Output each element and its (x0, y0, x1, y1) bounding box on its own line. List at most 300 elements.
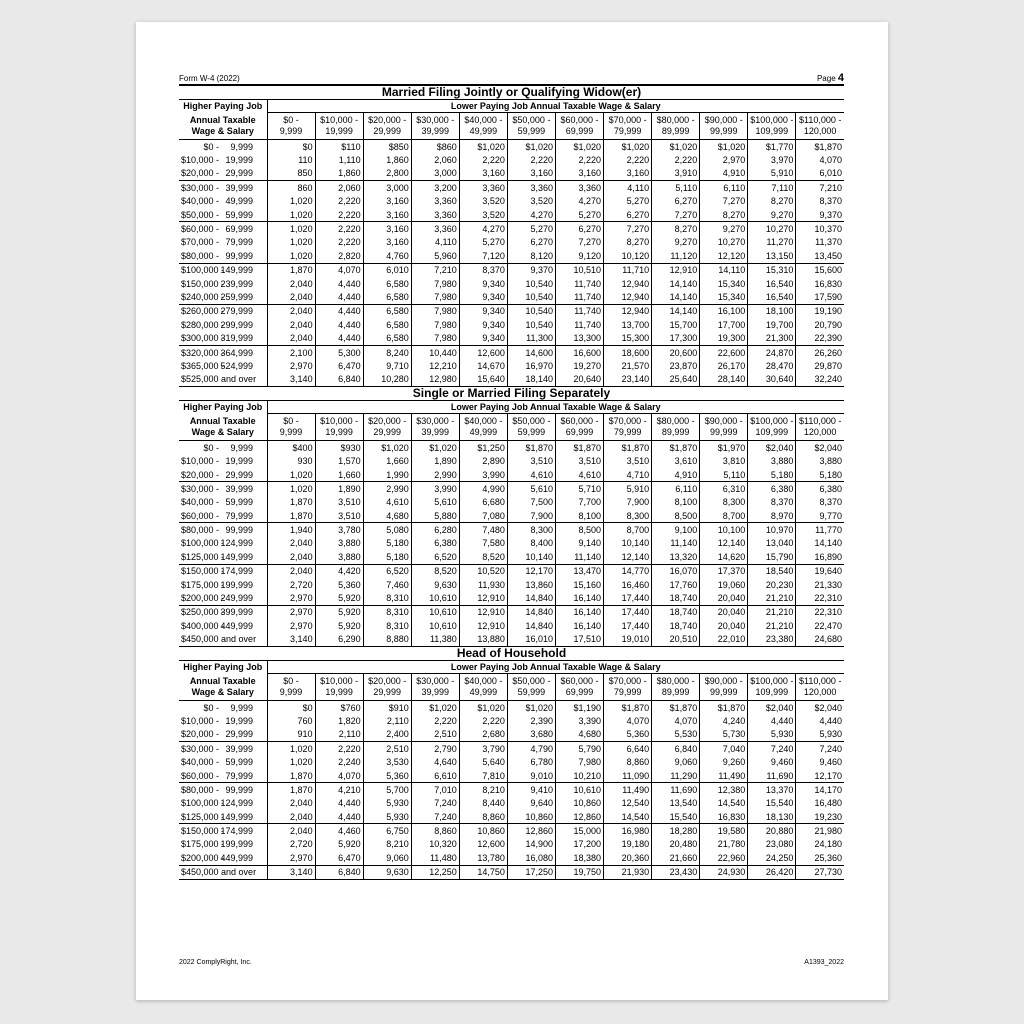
table-cell: $0 (267, 140, 315, 154)
table-cell: 25,360 (796, 851, 844, 865)
table-cell: 7,480 (459, 523, 507, 537)
row-header-line: Higher Paying Job (183, 101, 263, 112)
table-cell: 12,170 (507, 564, 555, 578)
table-cell: 9,460 (796, 755, 844, 768)
table-cell: 3,990 (411, 482, 459, 496)
table-cell: 9,460 (748, 755, 796, 768)
column-range-end: 79,999 (613, 686, 642, 697)
row-range-start: $100,000 - (181, 538, 225, 549)
row-range-start: $0 - (203, 442, 219, 453)
table-cell: 6,270 (507, 236, 555, 249)
column-range-start: $10,000 - (320, 416, 359, 427)
row-range-end: 259,999 (220, 291, 253, 302)
column-range-end: 79,999 (613, 126, 642, 136)
table-row (179, 797, 844, 810)
column-range-start: $20,000 - (368, 675, 407, 686)
table-row (179, 742, 844, 756)
table-cell: 11,490 (700, 769, 748, 783)
column-header-title: Lower Paying Job Annual Taxable Wage & Salary (267, 100, 844, 113)
table-cell: 9,640 (507, 797, 555, 810)
table-cell: 2,040 (267, 537, 315, 550)
table-cell: 5,920 (315, 605, 363, 619)
table-cell: 2,060 (315, 181, 363, 195)
table-row (179, 359, 844, 372)
table-cell: 6,470 (315, 359, 363, 372)
table-cell: 2,040 (267, 304, 315, 318)
row-range-start: $30,000 - (181, 483, 220, 494)
row-range-start: $175,000 - (181, 579, 225, 590)
table-cell: 3,680 (507, 728, 555, 742)
table-cell: 26,260 (796, 345, 844, 359)
row-range-start: $150,000 - (181, 566, 225, 577)
table-cell: 8,700 (700, 509, 748, 523)
table-cell: 13,300 (555, 331, 603, 345)
table-cell: 3,200 (411, 181, 459, 195)
table-cell: 19,010 (604, 633, 652, 647)
table-cell: 5,270 (507, 222, 555, 236)
table-row (179, 222, 844, 236)
column-range-end: 59,999 (517, 427, 546, 438)
table-cell: 5,710 (555, 482, 603, 496)
column-range-start: $60,000 - (560, 675, 599, 686)
table-cell: 2,040 (267, 810, 315, 824)
row-range-start: $125,000 - (181, 551, 225, 562)
table-cell: 19,180 (604, 838, 652, 851)
row-range (179, 496, 267, 509)
table-cell: 1,020 (267, 222, 315, 236)
row-range (179, 865, 267, 879)
table-cell: 5,270 (459, 236, 507, 249)
table-cell: 910 (267, 728, 315, 742)
form-page (136, 22, 888, 1000)
table-cell: 6,110 (652, 482, 700, 496)
row-range-end: 79,999 (225, 510, 253, 521)
table-cell: $1,020 (604, 140, 652, 154)
table-cell: 8,520 (411, 564, 459, 578)
table-cell: 18,740 (652, 605, 700, 619)
table-cell: 32,240 (796, 373, 844, 387)
table-cell: 17,370 (700, 564, 748, 578)
table-cell: 3,880 (315, 537, 363, 550)
table-cell: $1,020 (555, 140, 603, 154)
table-cell: 18,280 (652, 824, 700, 838)
table-cell: 12,540 (604, 797, 652, 810)
table-cell: 10,210 (555, 769, 603, 783)
table-cell: 26,170 (700, 359, 748, 372)
table-cell: 9,340 (459, 304, 507, 318)
table-cell: 8,700 (604, 523, 652, 537)
table-cell: 12,600 (459, 345, 507, 359)
table-cell: 12,910 (459, 619, 507, 632)
column-range (604, 113, 652, 140)
table-cell: 4,440 (796, 714, 844, 727)
column-range-end: 9,999 (279, 126, 303, 136)
row-range-start: $280,000 - (181, 319, 225, 330)
table-cell: 14,110 (700, 263, 748, 277)
column-range (652, 414, 700, 441)
table-cell: 4,440 (315, 797, 363, 810)
table-cell: $1,870 (796, 140, 844, 154)
table-cell: 2,040 (267, 564, 315, 578)
row-range-start: $60,000 - (181, 770, 220, 781)
table-cell: 3,970 (748, 153, 796, 166)
table-cell: 8,370 (459, 263, 507, 277)
table-cell: 22,600 (700, 345, 748, 359)
table-cell: 3,140 (267, 633, 315, 647)
column-range-end: 59,999 (517, 686, 546, 697)
tax-table (179, 100, 844, 387)
table-cell: 4,070 (315, 769, 363, 783)
table-cell: $1,020 (363, 441, 411, 455)
table-cell: $1,870 (604, 441, 652, 455)
table-cell: 4,790 (507, 742, 555, 756)
column-range-start: $100,000 - (750, 115, 794, 125)
table-cell: 18,130 (748, 810, 796, 824)
column-range-start: $80,000 - (656, 115, 695, 125)
table-cell: 1,860 (315, 167, 363, 181)
table-cell: 17,440 (604, 591, 652, 605)
table-cell: $930 (315, 441, 363, 455)
row-range (179, 181, 267, 195)
table-cell: 18,540 (748, 564, 796, 578)
table-cell: 11,770 (796, 523, 844, 537)
table-cell: 17,200 (555, 838, 603, 851)
table-row (179, 509, 844, 523)
column-range-start: $90,000 - (704, 675, 743, 686)
table-cell: 6,580 (363, 318, 411, 331)
table-cell: 7,270 (700, 195, 748, 208)
section-title: Head of Household (179, 647, 844, 661)
table-cell: 12,380 (700, 783, 748, 797)
table-cell: 1,020 (267, 482, 315, 496)
table-row (179, 249, 844, 263)
table-cell: 110 (267, 153, 315, 166)
table-cell: 8,400 (507, 537, 555, 550)
table-cell: $2,040 (796, 441, 844, 455)
table-cell: 6,270 (555, 222, 603, 236)
row-range (179, 236, 267, 249)
table-cell: 5,880 (411, 509, 459, 523)
table-cell: 5,700 (363, 783, 411, 797)
table-cell: 5,360 (363, 769, 411, 783)
table-cell: 4,110 (604, 181, 652, 195)
table-cell: 8,520 (459, 550, 507, 564)
table-cell: 3,160 (363, 208, 411, 222)
row-header-cell (179, 113, 267, 140)
page-content (179, 72, 844, 880)
table-cell: 7,210 (411, 263, 459, 277)
table-cell: 7,980 (411, 277, 459, 290)
table-cell: 20,880 (748, 824, 796, 838)
row-range-start: $10,000 - (181, 456, 220, 467)
column-range-end: 19,999 (325, 126, 353, 136)
table-cell: 14,140 (796, 537, 844, 550)
table-cell: 8,440 (459, 797, 507, 810)
table-cell: 3,140 (267, 373, 315, 387)
table-row (179, 619, 844, 632)
row-range-end: 319,999 (220, 333, 253, 344)
table-cell: 16,480 (796, 797, 844, 810)
column-range-end: 89,999 (661, 686, 690, 697)
table-cell: 21,930 (604, 865, 652, 879)
row-range (179, 373, 267, 387)
column-range-end: 89,999 (661, 126, 690, 136)
column-range-start: $90,000 - (704, 115, 743, 125)
column-range (555, 414, 603, 441)
row-range-start: $20,000 - (181, 168, 220, 179)
table-cell: 11,690 (748, 769, 796, 783)
table-row (179, 263, 844, 277)
table-cell: 2,720 (267, 838, 315, 851)
table-cell: 15,790 (748, 550, 796, 564)
table-cell: $1,020 (507, 700, 555, 714)
table-cell: 2,040 (267, 797, 315, 810)
table-cell: 5,920 (315, 591, 363, 605)
table-cell: 2,060 (411, 153, 459, 166)
table-cell: 8,310 (363, 605, 411, 619)
table-cell: 4,610 (363, 496, 411, 509)
table-cell: 1,020 (267, 755, 315, 768)
table-cell: 12,210 (411, 359, 459, 372)
table-cell: 19,270 (555, 359, 603, 372)
table-cell: 7,810 (459, 769, 507, 783)
table-cell: 1,820 (315, 714, 363, 727)
table-row (179, 523, 844, 537)
table-cell: 3,520 (459, 195, 507, 208)
table-cell: 4,440 (315, 318, 363, 331)
table-cell: 1,020 (267, 195, 315, 208)
column-range (411, 414, 459, 441)
table-cell: 6,680 (459, 496, 507, 509)
table-cell: 3,360 (507, 181, 555, 195)
table-cell: 11,120 (652, 249, 700, 263)
table-cell: 12,910 (459, 605, 507, 619)
table-cell: 10,100 (700, 523, 748, 537)
table-cell: 11,370 (796, 236, 844, 249)
table-cell: 14,900 (507, 838, 555, 851)
row-range (179, 591, 267, 605)
table-row (179, 564, 844, 578)
row-range-end: 79,999 (225, 770, 253, 781)
table-cell: 16,460 (604, 578, 652, 591)
table-cell: 9,340 (459, 318, 507, 331)
column-range (363, 673, 411, 700)
table-row (179, 755, 844, 768)
table-cell: 2,990 (363, 482, 411, 496)
row-range (179, 304, 267, 318)
column-range-end: 79,999 (613, 427, 642, 438)
table-cell: 5,110 (700, 468, 748, 482)
table-cell: 19,300 (700, 331, 748, 345)
table-cell: $2,040 (796, 700, 844, 714)
table-cell: 4,210 (315, 783, 363, 797)
table-cell: 5,360 (604, 728, 652, 742)
row-range-end: 449,999 (220, 620, 253, 631)
row-range (179, 700, 267, 714)
row-range-start: $80,000 - (181, 250, 220, 261)
table-cell: 5,080 (363, 523, 411, 537)
row-range (179, 468, 267, 482)
table-cell: 6,380 (411, 537, 459, 550)
table-cell: 1,890 (315, 482, 363, 496)
table-cell: 10,140 (604, 537, 652, 550)
table-cell: 20,510 (652, 633, 700, 647)
row-range (179, 167, 267, 181)
table-cell: $1,870 (555, 441, 603, 455)
row-range-end: 124,999 (220, 798, 253, 809)
table-cell: 21,210 (748, 619, 796, 632)
column-range-start: $40,000 - (464, 115, 503, 125)
column-range (315, 113, 363, 140)
table-cell: 2,040 (267, 824, 315, 838)
table-cell: 2,040 (267, 290, 315, 304)
row-range (179, 714, 267, 727)
table-cell: 6,270 (604, 208, 652, 222)
row-range-start: $100,000 - (181, 798, 225, 809)
column-range (507, 414, 555, 441)
table-cell: 14,670 (459, 359, 507, 372)
table-cell: 10,510 (555, 263, 603, 277)
table-cell: 4,460 (315, 824, 363, 838)
table-row (179, 838, 844, 851)
table-cell: 20,640 (555, 373, 603, 387)
row-range (179, 728, 267, 742)
table-cell: 3,510 (507, 454, 555, 467)
table-cell: 760 (267, 714, 315, 727)
table-row (179, 345, 844, 359)
column-range-end: 49,999 (469, 427, 498, 438)
column-range-end: 109,999 (755, 427, 789, 438)
table-cell: 24,930 (700, 865, 748, 879)
table-cell: 10,610 (411, 605, 459, 619)
table-cell: 8,270 (700, 208, 748, 222)
row-range-start: $150,000 - (181, 278, 225, 289)
table-cell: 5,960 (411, 249, 459, 263)
table-cell: 6,520 (363, 564, 411, 578)
table-cell: 5,910 (604, 482, 652, 496)
table-cell: 23,140 (604, 373, 652, 387)
header-row (179, 100, 844, 113)
table-cell: 5,180 (363, 550, 411, 564)
table-cell: 6,750 (363, 824, 411, 838)
table-cell: 2,990 (411, 468, 459, 482)
table-cell: 16,540 (748, 290, 796, 304)
column-range-end: 120,000 (803, 427, 837, 438)
table-cell: 11,270 (748, 236, 796, 249)
table-cell: 5,910 (748, 167, 796, 181)
row-range-end: 124,999 (220, 538, 253, 549)
table-cell: 5,920 (315, 838, 363, 851)
table-cell: 22,310 (796, 591, 844, 605)
table-cell: 4,440 (315, 331, 363, 345)
table-cell: 1,890 (411, 454, 459, 467)
table-cell: 16,100 (700, 304, 748, 318)
table-cell: 15,340 (700, 277, 748, 290)
row-range-end: 149,999 (220, 811, 253, 822)
column-range-start: $100,000 - (750, 416, 794, 427)
table-cell: 7,500 (507, 496, 555, 509)
table-cell: 5,530 (652, 728, 700, 742)
column-range-start: $80,000 - (656, 675, 695, 686)
column-range-start: $0 - (283, 416, 299, 427)
row-range-end: 49,999 (225, 196, 253, 207)
column-range-end: 39,999 (421, 427, 450, 438)
table-cell: 4,610 (507, 468, 555, 482)
column-range-end: 99,999 (709, 686, 738, 697)
column-range (700, 673, 748, 700)
column-range-end: 99,999 (709, 427, 738, 438)
table-cell: 4,070 (652, 714, 700, 727)
column-range (748, 113, 796, 140)
table-cell: 19,640 (796, 564, 844, 578)
page-number: 4 (837, 72, 844, 84)
table-cell: 2,040 (267, 550, 315, 564)
table-cell: 13,540 (652, 797, 700, 810)
row-range-end: 99,999 (225, 784, 253, 795)
column-range-start: $30,000 - (416, 115, 455, 125)
table-cell: 7,980 (411, 331, 459, 345)
table-cell: 16,830 (796, 277, 844, 290)
table-cell: 18,740 (652, 591, 700, 605)
row-range-start: $125,000 - (181, 811, 225, 822)
table-cell: 5,300 (315, 345, 363, 359)
row-header-line: Annual Taxable (189, 675, 256, 686)
table-cell: 10,610 (411, 591, 459, 605)
table-row (179, 304, 844, 318)
table-cell: 17,440 (604, 619, 652, 632)
table-cell: 9,410 (507, 783, 555, 797)
header-row (179, 401, 844, 414)
table-cell: 10,540 (507, 290, 555, 304)
table-cell: 5,270 (555, 208, 603, 222)
row-range-end: 19,999 (225, 715, 253, 726)
row-range-end: 39,999 (225, 483, 253, 494)
table-cell: 5,180 (363, 537, 411, 550)
table-cell: 15,640 (459, 373, 507, 387)
table-cell: 1,870 (267, 509, 315, 523)
table-cell: 1,020 (267, 742, 315, 756)
table-row (179, 140, 844, 154)
table-cell: 2,400 (363, 728, 411, 742)
table-cell: 6,010 (363, 263, 411, 277)
table-cell: 1,870 (267, 783, 315, 797)
table-cell: $1,020 (459, 140, 507, 154)
table-cell: 9,100 (652, 523, 700, 537)
table-cell: 4,420 (315, 564, 363, 578)
table-cell: 8,860 (411, 824, 459, 838)
table-cell: 3,520 (459, 208, 507, 222)
row-range (179, 277, 267, 290)
row-range-start: $20,000 - (181, 729, 220, 740)
table-cell: 6,640 (604, 742, 652, 756)
table-cell: 11,690 (652, 783, 700, 797)
table-cell: $2,040 (748, 441, 796, 455)
column-range (459, 113, 507, 140)
table-cell: 4,440 (315, 304, 363, 318)
table-cell: 13,370 (748, 783, 796, 797)
table-cell: 8,300 (700, 496, 748, 509)
table-cell: 3,510 (315, 496, 363, 509)
table-cell: 9,010 (507, 769, 555, 783)
row-range (179, 550, 267, 564)
table-cell: 20,360 (604, 851, 652, 865)
table-cell: 15,160 (555, 578, 603, 591)
table-cell: 23,430 (652, 865, 700, 879)
column-range-start: $110,000 - (798, 115, 842, 125)
row-range-start: $200,000 - (181, 852, 225, 863)
table-cell: 6,580 (363, 290, 411, 304)
table-cell: 16,600 (555, 345, 603, 359)
